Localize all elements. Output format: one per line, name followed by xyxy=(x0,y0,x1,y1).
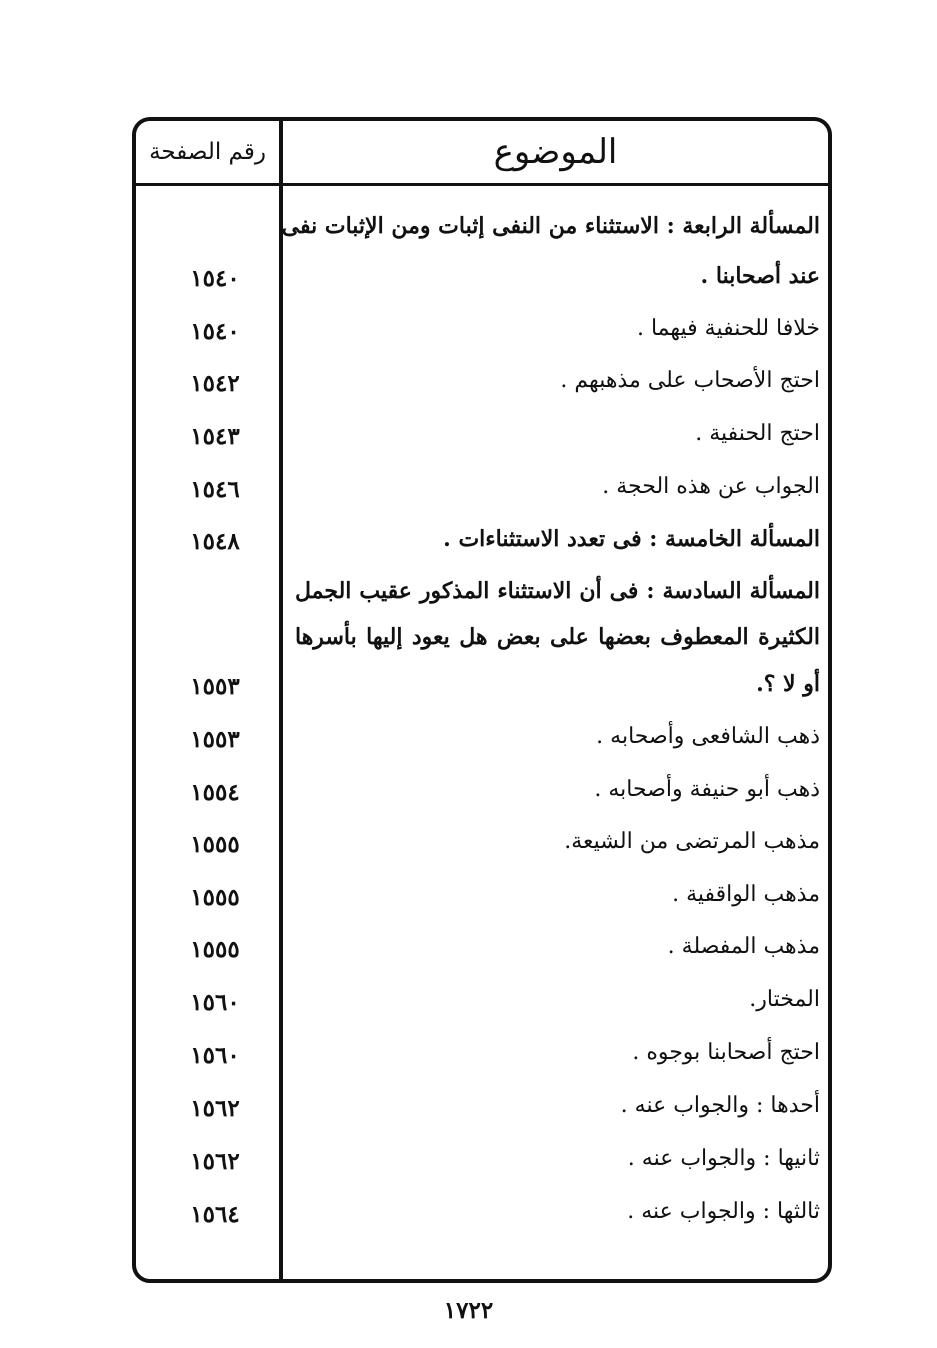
row-page-number: ١٥٤٨ xyxy=(190,528,240,555)
row-page-number: ١٥٦٢ xyxy=(190,1095,240,1122)
row-page-number: ١٥٥٤ xyxy=(190,779,240,806)
row-topic-line: المسألة الخامسة : فى تعدد الاستثناءات . xyxy=(443,526,820,552)
row-topic-line: عند أصحابنا . xyxy=(700,263,820,289)
row-topic-line: ذهب أبو حنيفة وأصحابه . xyxy=(594,777,820,802)
row-topic-line: المسألة الرابعة : الاستثناء من النفى إثبات ومن الإثبات نفى xyxy=(281,213,820,239)
row-topic-line: المسألة السادسة : فى أن الاستثناء المذكور عقيب الجمل xyxy=(295,578,820,604)
row-topic-line: ذهب الشافعى وأصحابه . xyxy=(596,724,820,749)
row-page-number: ١٥٦٢ xyxy=(190,1148,240,1175)
row-page-number: ١٥٤٠ xyxy=(190,265,240,292)
row-page-number: ١٥٥٣ xyxy=(190,673,240,700)
row-page-number: ١٥٦٤ xyxy=(190,1201,240,1228)
header-topic: الموضوع xyxy=(493,132,618,172)
row-page-number: ١٥٥٣ xyxy=(190,726,240,753)
row-topic-line: خلافا للحنفية فيهما . xyxy=(636,316,820,341)
row-topic-line: ثالثها : والجواب عنه . xyxy=(627,1199,820,1224)
row-topic-line: مذهب الواقفية . xyxy=(672,882,820,907)
header-divider xyxy=(136,183,828,186)
header-page-number: رقم الصفحة xyxy=(149,139,266,165)
row-topic-line: احتج الأصحاب على مذهبهم . xyxy=(560,368,820,393)
row-topic-line: الكثيرة المعطوف بعضها على بعض هل يعود إليها بأسرها xyxy=(295,624,820,650)
row-topic-line: مذهب المرتضى من الشيعة. xyxy=(564,829,820,854)
row-page-number: ١٥٥٥ xyxy=(190,884,240,911)
row-page-number: ١٥٦٠ xyxy=(190,1042,240,1069)
row-page-number: ١٥٥٥ xyxy=(190,831,240,858)
row-page-number: ١٥٤٢ xyxy=(190,370,240,397)
row-page-number: ١٥٥٥ xyxy=(190,936,240,963)
column-divider xyxy=(279,117,283,1283)
row-page-number: ١٥٦٠ xyxy=(190,989,240,1016)
row-page-number: ١٥٤٠ xyxy=(190,318,240,345)
row-topic-line: ثانيها : والجواب عنه . xyxy=(627,1146,820,1171)
page-number-footer: ١٧٢٢ xyxy=(443,1297,494,1324)
row-topic-line: أحدها : والجواب عنه . xyxy=(620,1093,820,1118)
row-topic-line: الجواب عن هذه الحجة . xyxy=(602,474,820,499)
row-topic-line: المختار. xyxy=(749,987,820,1012)
row-page-number: ١٥٤٣ xyxy=(190,423,240,450)
row-topic-line: مذهب المفصلة . xyxy=(667,934,820,959)
row-page-number: ١٥٤٦ xyxy=(190,476,240,503)
row-topic-line: احتج أصحابنا بوجوه . xyxy=(632,1040,820,1065)
row-topic-line: احتج الحنفية . xyxy=(695,421,820,446)
row-topic-line: أو لا ؟. xyxy=(756,671,820,697)
